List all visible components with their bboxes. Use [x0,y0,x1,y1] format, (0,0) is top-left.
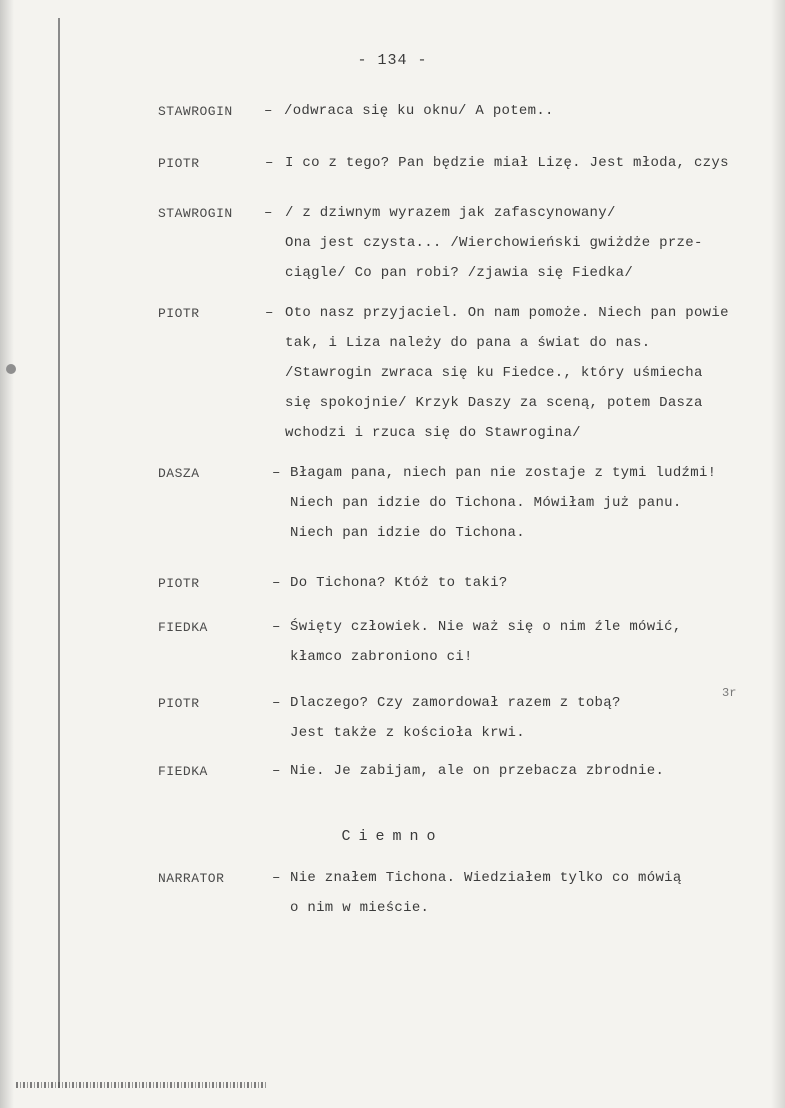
dialogue-line: Nie. Je zabijam, ale on przebacza zbrodnie. [290,763,665,779]
dialogue-line: ciągle/ Co pan robi? /zjawia się Fiedka/ [285,265,634,281]
scan-bottom-strip [16,1082,266,1088]
dialogue-line: Niech pan idzie do Tichona. [290,525,525,541]
margin-mark: 3r [722,686,737,700]
speaker-name: PIOTR [158,576,200,591]
dialogue-line: Ona jest czysta... /Wierchowieński gwiżdże prze- [285,235,703,251]
dialogue-dash: – [265,305,274,321]
dialogue-line: kłamco zabroniono ci! [290,649,473,665]
dialogue-line: Niech pan idzie do Tichona. Mówiłam już panu. [290,495,682,511]
dialogue-dash: – [264,103,273,119]
dialogue-line: tak, i Liza należy do pana a świat do nas. [285,335,651,351]
speaker-name: PIOTR [158,156,200,171]
scene-direction: Ciemno [341,828,444,845]
scan-left-shadow [0,0,14,1108]
dialogue-dash: – [272,695,281,711]
dialogue-dash: – [272,870,281,886]
speaker-name: STAWROGIN [158,104,233,119]
dialogue-line: Jest także z kościoła krwi. [290,725,525,741]
dialogue-line: I co z tego? Pan będzie miał Lizę. Jest młoda, czys [285,155,729,171]
speaker-name: STAWROGIN [158,206,233,221]
dialogue-line: o nim w mieście. [290,900,430,916]
dialogue-line: się spokojnie/ Krzyk Daszy za sceną, potem Dasza [285,395,703,411]
dialogue-dash: – [272,619,281,635]
speaker-name: FIEDKA [158,764,208,779]
dialogue-line: / z dziwnym wyrazem jak zafascynowany/ [285,205,616,221]
dialogue-line: Oto nasz przyjaciel. On nam pomoże. Niech pan powie [285,305,729,321]
dialogue-dash: – [272,575,281,591]
speaker-name: FIEDKA [158,620,208,635]
dialogue-line: Święty człowiek. Nie waż się o nim źle mówić, [290,619,682,635]
speaker-name: PIOTR [158,696,200,711]
binding-line [58,18,60,1088]
dialogue-dash: – [272,465,281,481]
dialogue-dash: – [264,205,273,221]
page-number: - 134 - [357,52,428,69]
dialogue-dash: – [265,155,274,171]
speaker-name: PIOTR [158,306,200,321]
scan-right-edge [771,0,785,1108]
speaker-name: DASZA [158,466,200,481]
punch-hole [6,364,16,374]
dialogue-line: Nie znałem Tichona. Wiedziałem tylko co mówią [290,870,682,886]
dialogue-dash: – [272,763,281,779]
dialogue-line: /Stawrogin zwraca się ku Fiedce., który uśmiecha [285,365,703,381]
dialogue-line: Dlaczego? Czy zamordował razem z tobą? [290,695,621,711]
speaker-name: NARRATOR [158,871,225,886]
dialogue-line: /odwraca się ku oknu/ A potem.. [284,103,554,119]
dialogue-line: wchodzi i rzuca się do Stawrogina/ [285,425,581,441]
dialogue-line: Do Tichona? Któż to taki? [290,575,508,591]
dialogue-line: Błagam pana, niech pan nie zostaje z tymi ludźmi! [290,465,717,481]
